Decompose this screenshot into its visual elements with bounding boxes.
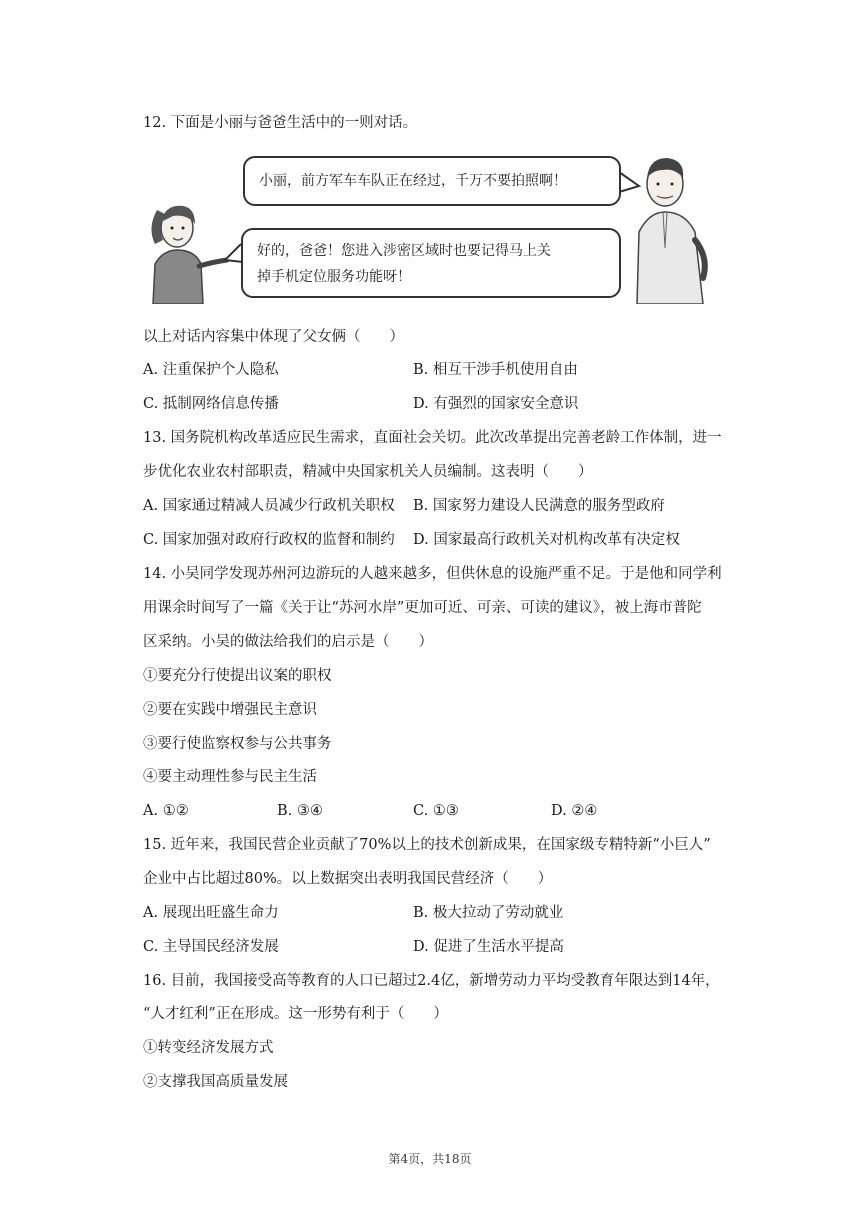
q12-option-c: C. 抵制网络信息传播 [143,396,279,412]
girl-speech-bubble [241,228,621,298]
q14-item-2: ②要在实践中增强民主意识 [143,702,317,718]
q15-option-c: C. 主导国民经济发展 [143,939,279,955]
q13-line-1: 13. 国务院机构改革适应民生需求，直面社会关切。此次改革提出完善老龄工作体制，进一 [143,430,722,446]
q14-line-1: 14. 小吴同学发现苏州河边游玩的人越来越多，但供休息的设施严重不足。于是他和同学利 [143,566,722,582]
dad-figure [637,158,705,304]
q12-option-d: D. 有强烈的国家安全意识 [413,396,579,412]
q14-option-b: B. ③④ [277,803,323,819]
page-footer: 第4页，共18页 [388,1152,472,1166]
q14-line-3: 区采纳。小吴的做法给我们的启示是（ ） [143,634,433,650]
q14-item-4: ④要主动理性参与民主生活 [143,769,317,785]
q15-option-a: A. 展现出旺盛生命力 [143,905,279,921]
q16-line-1: 16. 目前，我国接受高等教育的人口已超过2.4亿，新增劳动力平均受教育年限达到14年， [143,973,720,989]
q15-option-b: B. 极大拉动了劳动就业 [413,905,564,921]
q13-option-d: D. 国家最高行政机关对机构改革有决定权 [413,532,680,548]
q12-option-b: B. 相互干涉手机使用自由 [413,362,578,378]
girl-speech-line-2: 掉手机定位服务功能呀！ [257,269,411,285]
q14-item-1: ①要充分行使提出议案的职权 [143,668,332,684]
dad-speech-bubble [243,156,621,206]
q13-option-c: C. 国家加强对政府行政权的监督和制约 [143,532,395,548]
dialog-illustration [143,148,719,304]
q14-line-2: 用课余时间写了一篇《关于让“苏河水岸”更加可近、可亲、可读的建议》，被上海市普陀 [143,600,702,616]
q12-option-a: A. 注重保护个人隐私 [143,362,279,378]
q14-option-a: A. ①② [143,803,189,819]
q14-option-d: D. ②④ [551,803,598,819]
q16-line-2: “人才红利”正在形成。这一形势有利于（ ） [143,1006,448,1022]
q15-line-1: 15. 近年来，我国民营企业贡献了70%以上的技术创新成果，在国家级专精特新“小巨人” [143,837,711,853]
q12-stem: 12. 下面是小丽与爸爸生活中的一则对话。 [143,115,418,131]
q13-line-2: 步优化农业农村部职责，精减中央国家机关人员编制。这表明（ ） [143,464,593,480]
q14-item-3: ③要行使监察权参与公共事务 [143,736,332,752]
q14-option-c: C. ①③ [413,803,459,819]
q15-option-d: D. 促进了生活水平提高 [413,939,564,955]
q12-question: 以上对话内容集中体现了父女俩（ ） [143,329,404,345]
q15-line-2: 企业中占比超过80%。以上数据突出表明我国民营经济（ ） [143,871,553,887]
girl-figure [151,206,227,304]
q16-item-1: ①转变经济发展方式 [143,1040,274,1056]
q16-item-2: ②支撑我国高质量发展 [143,1074,288,1090]
q13-option-a: A. 国家通过精减人员减少行政机关职权 [143,498,395,514]
girl-speech-line-1: 好的，爸爸！您进入涉密区域时也要记得马上关 [257,243,551,259]
q13-option-b: B. 国家努力建设人民满意的服务型政府 [413,498,665,514]
dad-speech: 小丽，前方军车车队正在经过，千万不要拍照啊！ [259,173,567,189]
